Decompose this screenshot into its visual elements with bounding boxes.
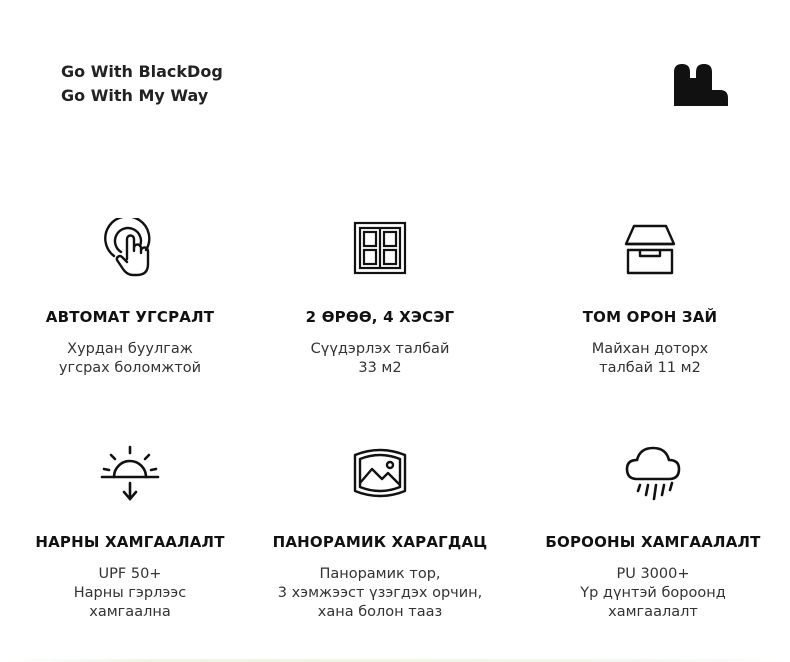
feature-desc-line: хамгаална xyxy=(89,604,171,620)
rain-cloud-icon xyxy=(623,443,683,503)
feature-title: АВТОМАТ УГСРАЛТ xyxy=(45,308,215,326)
feature-desc-line: 33 м2 xyxy=(358,360,402,376)
tent-box-icon xyxy=(620,218,680,278)
feature-desc xyxy=(255,340,505,378)
feature-desc-line: 3 хэмжээст үзэгдэх орчин, xyxy=(277,585,483,601)
feature-title: НАРНЫ ХАМГААЛАЛТ xyxy=(35,533,225,551)
feature-desc-line: Майхан доторх xyxy=(591,341,709,357)
feature-desc-line: PU 3000+ xyxy=(616,566,690,582)
slogan-line-1: Go With BlackDog xyxy=(61,62,223,81)
feature-panorama xyxy=(255,443,505,622)
slogan-line-2: Go With My Way xyxy=(61,86,209,105)
feature-desc-line: угсрах боломжтой xyxy=(58,360,202,376)
feature-title: БОРООНЫ ХАМГААЛАЛТ xyxy=(545,533,761,551)
feature-title: ТОМ ОРОН ЗАЙ xyxy=(582,308,718,326)
feature-rain-protection xyxy=(528,443,778,622)
feature-desc-line: хана болон тааз xyxy=(317,604,443,620)
feature-desc xyxy=(255,565,505,622)
feature-desc-line: Сүүдэрлэх талбай xyxy=(310,341,450,357)
feature-desc-line: Хурдан буулгаж xyxy=(67,341,193,357)
window-grid-icon xyxy=(350,218,410,278)
feature-title: ПАНОРАМИК ХАРАГДАЦ xyxy=(272,533,488,551)
feature-auto-setup xyxy=(5,218,255,378)
feature-desc-line: Үр дүнтэй бороонд xyxy=(580,585,726,601)
feature-desc-line: Нарны гэрлээс xyxy=(73,585,187,601)
feature-desc xyxy=(5,565,255,622)
touch-hand-icon xyxy=(100,218,160,278)
feature-desc xyxy=(528,565,778,622)
feature-desc-line: хамгаалалт xyxy=(608,604,698,620)
feature-sun-protection xyxy=(5,443,255,622)
brand-slogan xyxy=(61,60,223,108)
feature-desc xyxy=(525,340,775,378)
feature-desc-line: Панорамик тор, xyxy=(319,566,441,582)
blackdog-logo-icon xyxy=(672,62,730,108)
feature-desc xyxy=(5,340,255,378)
feature-rooms xyxy=(255,218,505,378)
feature-large-space xyxy=(525,218,775,378)
feature-desc-line: талбай 11 м2 xyxy=(599,360,701,376)
feature-title: 2 ӨРӨӨ, 4 ХЭСЭГ xyxy=(305,308,455,326)
sun-protection-icon xyxy=(100,443,160,503)
panorama-icon xyxy=(350,443,410,503)
feature-desc-line: UPF 50+ xyxy=(98,566,162,582)
